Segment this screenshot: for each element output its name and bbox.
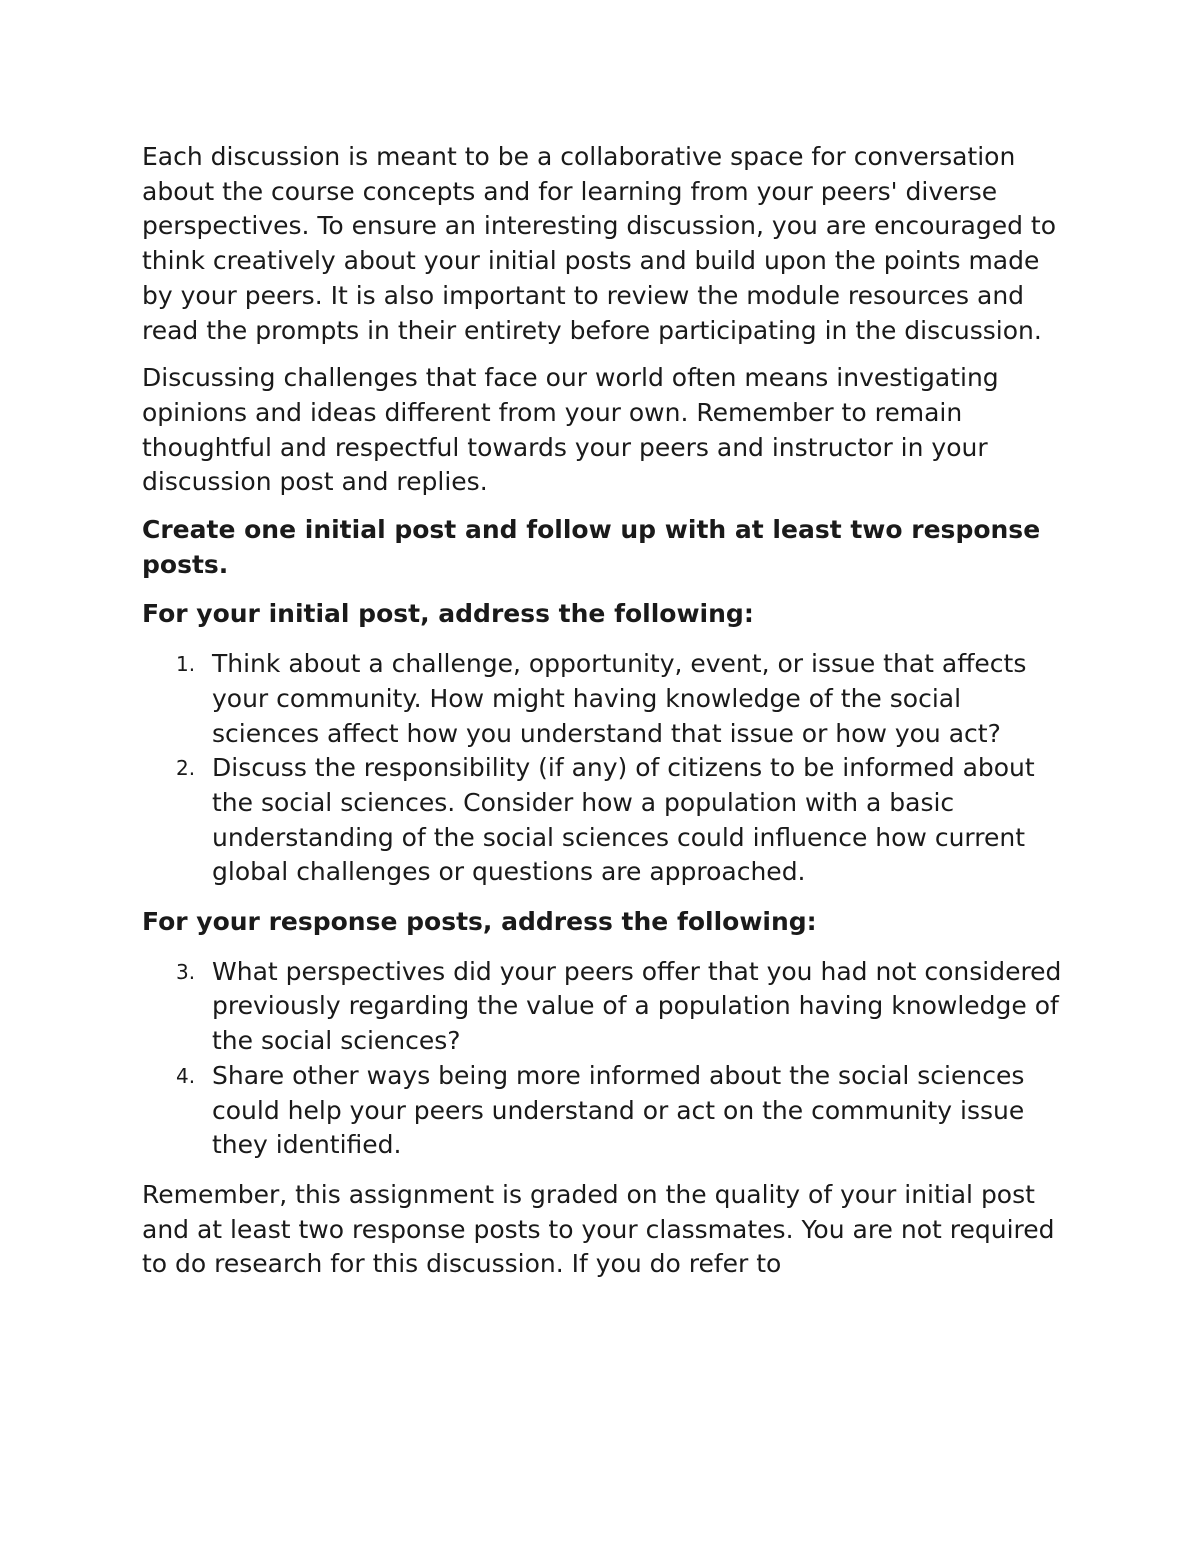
intro-paragraph: Each discussion is meant to be a collaborative space for conversation about the course concepts and for learning from your peers' diverse perspectives. To ensure an interesting discussion, you are encouraged to think creatively about your initial posts and build upon the points made by your peers. It is also important to review the module resources and read the prompts in their entirety before participating in the discussion. <box>142 142 1057 345</box>
response-posts-list <box>142 955 1072 1163</box>
list-item-text: Share other ways being more informed about the social sciences could help your peers understand or act on the community issue they identified. <box>212 1060 1025 1160</box>
list-item-number: 4. <box>176 1063 196 1088</box>
list-item-number: 1. <box>176 652 196 677</box>
initial-post-heading: For your initial post, address the following: <box>142 599 754 629</box>
closing-paragraph: Remember, this assignment is graded on the quality of your initial post and at least two response posts to your classmates. You are not required to do research for this discussion. If you do refer to <box>142 1179 1055 1279</box>
list-item-number: 2. <box>176 756 196 781</box>
list-item-number: 3. <box>176 959 196 984</box>
document-page <box>142 140 1072 1295</box>
response-posts-heading: For your response posts, address the following: <box>142 907 817 937</box>
respect-paragraph: Discussing challenges that face our world often means investigating opinions and ideas different from your own. Remember to remain thoughtful and respectful towards your peers and instructor in your discussion post and replies. <box>142 363 999 497</box>
list-item <box>142 1059 1072 1163</box>
initial-post-list <box>142 647 1072 890</box>
list-item-text: Discuss the responsibility (if any) of citizens to be informed about the social sciences. Consider how a population with a basic understanding of the social sciences could influence how current global challenges or questions are approached. <box>212 753 1035 887</box>
list-item <box>142 751 1072 890</box>
list-item <box>142 647 1072 751</box>
list-item-text: What perspectives did your peers offer that you had not considered previously regarding the value of a population having knowledge of the social sciences? <box>212 956 1062 1056</box>
list-item <box>142 955 1072 1059</box>
instruction-paragraph: Create one initial post and follow up with at least two response posts. <box>142 515 1041 579</box>
list-item-text: Think about a challenge, opportunity, event, or issue that affects your community. How might having knowledge of the social sciences affect how you understand that issue or how you act? <box>212 649 1027 748</box>
